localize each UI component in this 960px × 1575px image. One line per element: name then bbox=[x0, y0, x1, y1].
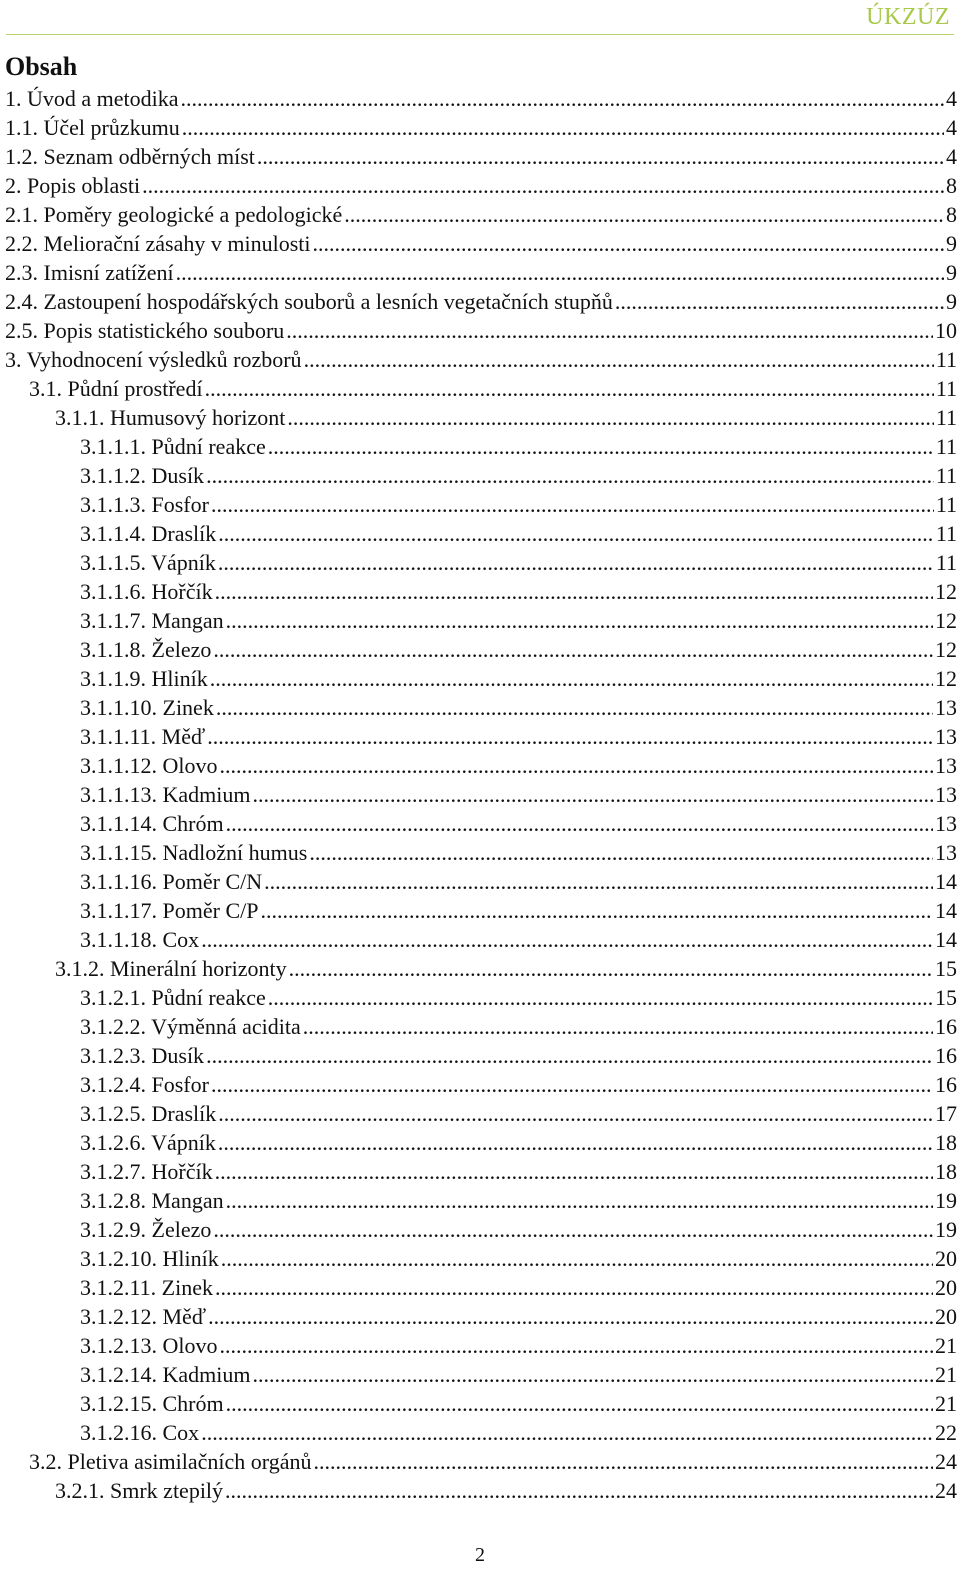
toc-entry-label: 3.1.2.12. Měď bbox=[80, 1304, 207, 1329]
toc-entry-page: 11 bbox=[935, 463, 957, 488]
toc-entry-label: 3.2. Pletiva asimilačních orgánů bbox=[29, 1449, 312, 1474]
table-of-contents bbox=[5, 84, 957, 1505]
toc-leader-dots bbox=[220, 1331, 934, 1360]
toc-entry-page: 24 bbox=[935, 1449, 957, 1474]
toc-entry[interactable] bbox=[5, 171, 957, 200]
toc-entry[interactable] bbox=[5, 1041, 957, 1070]
toc-entry[interactable] bbox=[5, 1012, 957, 1041]
toc-entry-page: 11 bbox=[935, 434, 957, 459]
toc-entry-label: 3.1.1.1. Půdní reakce bbox=[80, 434, 266, 459]
toc-leader-dots bbox=[218, 548, 934, 577]
toc-entry-label: 3.1.1.8. Železo bbox=[80, 637, 212, 662]
toc-leader-dots bbox=[268, 983, 933, 1012]
toc-entry-page: 9 bbox=[946, 260, 957, 285]
toc-entry-label: 2.5. Popis statistického souboru bbox=[5, 318, 285, 343]
toc-entry[interactable] bbox=[5, 867, 957, 896]
toc-entry-label: 3.1.1.16. Poměr C/N bbox=[80, 869, 263, 894]
toc-entry-label: 3.1.1.3. Fosfor bbox=[80, 492, 209, 517]
toc-leader-dots bbox=[253, 1360, 934, 1389]
toc-leader-dots bbox=[264, 867, 933, 896]
toc-entry-label: 3. Vyhodnocení výsledků rozborů bbox=[5, 347, 302, 372]
toc-entry-page: 11 bbox=[935, 550, 957, 575]
toc-leader-dots bbox=[226, 1389, 933, 1418]
toc-leader-dots bbox=[181, 84, 944, 113]
toc-leader-dots bbox=[210, 664, 933, 693]
toc-entry-page: 11 bbox=[935, 405, 957, 430]
toc-entry[interactable] bbox=[5, 1128, 957, 1157]
toc-entry-page: 4 bbox=[946, 144, 957, 169]
toc-entry[interactable] bbox=[5, 635, 957, 664]
toc-entry-page: 11 bbox=[935, 521, 957, 546]
toc-leader-dots bbox=[615, 287, 944, 316]
toc-leader-dots bbox=[257, 142, 944, 171]
toc-leader-dots bbox=[208, 1302, 933, 1331]
toc-entry-page: 20 bbox=[935, 1275, 957, 1300]
toc-entry[interactable] bbox=[5, 1215, 957, 1244]
toc-leader-dots bbox=[286, 316, 933, 345]
toc-leader-dots bbox=[260, 896, 933, 925]
toc-entry-label: 1.1. Účel průzkumu bbox=[5, 115, 180, 140]
toc-leader-dots bbox=[216, 693, 933, 722]
toc-entry[interactable] bbox=[5, 1186, 957, 1215]
toc-entry[interactable] bbox=[5, 722, 957, 751]
toc-entry-label: 3.1.2.2. Výměnná acidita bbox=[80, 1014, 301, 1039]
toc-entry-label: 3.1.2.15. Chróm bbox=[80, 1391, 224, 1416]
toc-entry[interactable] bbox=[5, 142, 957, 171]
toc-leader-dots bbox=[176, 258, 944, 287]
toc-entry[interactable] bbox=[5, 316, 957, 345]
toc-leader-dots bbox=[206, 461, 934, 490]
toc-leader-dots bbox=[253, 780, 934, 809]
header-rule bbox=[6, 34, 954, 35]
toc-entry-label: 3.1.2.11. Zinek bbox=[80, 1275, 213, 1300]
toc-leader-dots bbox=[287, 403, 933, 432]
toc-entry[interactable] bbox=[5, 693, 957, 722]
toc-entry-label: 2.3. Imisní zatížení bbox=[5, 260, 174, 285]
toc-entry[interactable] bbox=[5, 1360, 957, 1389]
toc-entry-page: 16 bbox=[935, 1072, 957, 1097]
toc-entry-label: 3.1.2.13. Olovo bbox=[80, 1333, 218, 1358]
toc-entry-label: 3.1. Půdní prostředí bbox=[29, 376, 203, 401]
toc-entry-label: 3.1.2.5. Draslík bbox=[80, 1101, 217, 1126]
toc-entry[interactable] bbox=[5, 954, 957, 983]
toc-leader-dots bbox=[226, 1186, 933, 1215]
toc-entry[interactable] bbox=[5, 896, 957, 925]
toc-leader-dots bbox=[220, 751, 934, 780]
toc-leader-dots bbox=[218, 519, 934, 548]
toc-leader-dots bbox=[205, 374, 934, 403]
toc-entry[interactable] bbox=[5, 374, 957, 403]
toc-entry-label: 3.1.1.11. Měď bbox=[80, 724, 206, 749]
toc-leader-dots bbox=[268, 432, 934, 461]
toc-entry-label: 3.1.1.10. Zinek bbox=[80, 695, 214, 720]
toc-entry[interactable] bbox=[5, 200, 957, 229]
toc-entry-page: 20 bbox=[935, 1246, 957, 1271]
toc-entry[interactable] bbox=[5, 258, 957, 287]
toc-entry-page: 21 bbox=[935, 1333, 957, 1358]
toc-entry[interactable] bbox=[5, 780, 957, 809]
toc-entry-label: 3.1.1.2. Dusík bbox=[80, 463, 205, 488]
toc-entry-page: 13 bbox=[935, 840, 957, 865]
toc-leader-dots bbox=[206, 1041, 933, 1070]
toc-entry-label: 2.1. Poměry geologické a pedologické bbox=[5, 202, 343, 227]
toc-entry-page: 13 bbox=[935, 695, 957, 720]
toc-entry-label: 3.1.1. Humusový horizont bbox=[55, 405, 286, 430]
toc-leader-dots bbox=[309, 838, 933, 867]
toc-entry[interactable] bbox=[5, 403, 957, 432]
toc-entry-label: 2.4. Zastoupení hospodářských souborů a lesních vegetačních stupňů bbox=[5, 289, 613, 314]
toc-leader-dots bbox=[215, 577, 933, 606]
toc-entry-page: 19 bbox=[935, 1217, 957, 1242]
toc-entry[interactable] bbox=[5, 432, 957, 461]
toc-entry-label: 3.1.2.10. Hliník bbox=[80, 1246, 219, 1271]
toc-entry-page: 17 bbox=[935, 1101, 957, 1126]
toc-entry-label: 3.1.2.7. Hořčík bbox=[80, 1159, 213, 1184]
toc-entry-label: 3.1.2.9. Železo bbox=[80, 1217, 212, 1242]
toc-entry-label: 3.1.2.8. Mangan bbox=[80, 1188, 224, 1213]
toc-entry-label: 3.1.1.7. Mangan bbox=[80, 608, 224, 633]
toc-entry-page: 20 bbox=[935, 1304, 957, 1329]
toc-leader-dots bbox=[207, 722, 933, 751]
toc-entry[interactable] bbox=[5, 1302, 957, 1331]
toc-entry[interactable] bbox=[5, 1418, 957, 1447]
toc-entry[interactable] bbox=[5, 838, 957, 867]
toc-entry-page: 9 bbox=[946, 231, 957, 256]
toc-entry-page: 14 bbox=[935, 898, 957, 923]
toc-entry[interactable] bbox=[5, 113, 957, 142]
toc-entry[interactable] bbox=[5, 606, 957, 635]
toc-entry-page: 13 bbox=[935, 724, 957, 749]
toc-entry-label: 3.1.1.5. Vápník bbox=[80, 550, 216, 575]
toc-entry[interactable] bbox=[5, 664, 957, 693]
toc-entry-label: 3.1.1.14. Chróm bbox=[80, 811, 224, 836]
toc-entry-label: 3.1.2.16. Cox bbox=[80, 1420, 200, 1445]
toc-entry[interactable] bbox=[5, 1447, 957, 1476]
toc-entry-label: 1.2. Seznam odběrných míst bbox=[5, 144, 255, 169]
toc-entry-page: 12 bbox=[935, 637, 957, 662]
toc-entry-label: 3.1.2.4. Fosfor bbox=[80, 1072, 209, 1097]
toc-entry-page: 15 bbox=[935, 956, 957, 981]
toc-entry[interactable] bbox=[5, 983, 957, 1012]
toc-entry-page: 21 bbox=[935, 1362, 957, 1387]
toc-entry-page: 8 bbox=[946, 173, 957, 198]
toc-entry-page: 18 bbox=[935, 1159, 957, 1184]
toc-entry-page: 22 bbox=[935, 1420, 957, 1445]
toc-entry-label: 3.1.2.6. Vápník bbox=[80, 1130, 216, 1155]
toc-leader-dots bbox=[225, 1476, 933, 1505]
toc-entry[interactable] bbox=[5, 519, 957, 548]
toc-entry-label: 3.1.2.3. Dusík bbox=[80, 1043, 205, 1068]
toc-entry[interactable] bbox=[5, 548, 957, 577]
toc-entry[interactable] bbox=[5, 1331, 957, 1360]
toc-leader-dots bbox=[304, 345, 934, 374]
toc-leader-dots bbox=[201, 1418, 933, 1447]
toc-entry[interactable] bbox=[5, 1157, 957, 1186]
toc-entry-page: 14 bbox=[935, 927, 957, 952]
toc-leader-dots bbox=[213, 635, 933, 664]
toc-entry[interactable] bbox=[5, 577, 957, 606]
toc-entry-page: 13 bbox=[935, 753, 957, 778]
toc-entry-page: 9 bbox=[946, 289, 957, 314]
toc-entry-page: 4 bbox=[946, 86, 957, 111]
toc-entry[interactable] bbox=[5, 490, 957, 519]
toc-entry-page: 10 bbox=[935, 318, 957, 343]
toc-entry[interactable] bbox=[5, 287, 957, 316]
toc-entry-label: 3.1.2. Minerální horizonty bbox=[55, 956, 287, 981]
toc-entry-page: 18 bbox=[935, 1130, 957, 1155]
toc-entry[interactable] bbox=[5, 925, 957, 954]
toc-leader-dots bbox=[182, 113, 944, 142]
toc-leader-dots bbox=[211, 1070, 933, 1099]
page-number: 2 bbox=[475, 1544, 485, 1566]
toc-entry-label: 3.1.2.1. Půdní reakce bbox=[80, 985, 266, 1010]
toc-entry-page: 11 bbox=[935, 347, 957, 372]
toc-entry-page: 8 bbox=[946, 202, 957, 227]
toc-entry-label: 3.1.1.18. Cox bbox=[80, 927, 200, 952]
toc-leader-dots bbox=[201, 925, 933, 954]
toc-entry-page: 15 bbox=[935, 985, 957, 1010]
toc-entry-page: 24 bbox=[935, 1478, 957, 1503]
toc-entry[interactable] bbox=[5, 809, 957, 838]
toc-leader-dots bbox=[344, 200, 944, 229]
toc-leader-dots bbox=[313, 229, 945, 258]
toc-leader-dots bbox=[221, 1244, 933, 1273]
toc-leader-dots bbox=[142, 171, 944, 200]
toc-entry-page: 12 bbox=[935, 666, 957, 691]
toc-leader-dots bbox=[211, 490, 934, 519]
toc-entry-page: 16 bbox=[935, 1043, 957, 1068]
toc-leader-dots bbox=[303, 1012, 933, 1041]
toc-entry[interactable] bbox=[5, 1099, 957, 1128]
toc-entry-label: 3.1.1.15. Nadložní humus bbox=[80, 840, 308, 865]
toc-entry-page: 16 bbox=[935, 1014, 957, 1039]
toc-entry[interactable] bbox=[5, 229, 957, 258]
toc-entry[interactable] bbox=[5, 1389, 957, 1418]
toc-entry-label: 3.2.1. Smrk ztepilý bbox=[55, 1478, 224, 1503]
page-title: Obsah bbox=[5, 52, 78, 81]
toc-entry-page: 12 bbox=[935, 608, 957, 633]
toc-entry-page: 11 bbox=[935, 492, 957, 517]
toc-leader-dots bbox=[218, 1128, 933, 1157]
toc-entry-label: 1. Úvod a metodika bbox=[5, 86, 179, 111]
toc-entry-page: 21 bbox=[935, 1391, 957, 1416]
toc-entry-page: 13 bbox=[935, 811, 957, 836]
toc-leader-dots bbox=[213, 1215, 933, 1244]
toc-entry-label: 3.1.1.6. Hořčík bbox=[80, 579, 213, 604]
toc-entry-label: 3.1.1.9. Hliník bbox=[80, 666, 208, 691]
toc-entry[interactable] bbox=[5, 1273, 957, 1302]
toc-entry-label: 3.1.1.4. Draslík bbox=[80, 521, 217, 546]
toc-leader-dots bbox=[226, 606, 933, 635]
toc-entry[interactable] bbox=[5, 461, 957, 490]
toc-entry-label: 3.1.2.14. Kadmium bbox=[80, 1362, 251, 1387]
toc-leader-dots bbox=[289, 954, 933, 983]
toc-entry-page: 14 bbox=[935, 869, 957, 894]
toc-entry-label: 3.1.1.12. Olovo bbox=[80, 753, 218, 778]
toc-entry-label: 2. Popis oblasti bbox=[5, 173, 141, 198]
toc-entry[interactable] bbox=[5, 1476, 957, 1505]
toc-entry-page: 19 bbox=[935, 1188, 957, 1213]
header-watermark: ÚKZÚZ bbox=[866, 4, 950, 30]
toc-entry-label: 3.1.1.13. Kadmium bbox=[80, 782, 251, 807]
toc-leader-dots bbox=[215, 1273, 933, 1302]
toc-entry-page: 4 bbox=[946, 115, 957, 140]
toc-entry[interactable] bbox=[5, 84, 957, 113]
toc-entry[interactable] bbox=[5, 1244, 957, 1273]
toc-entry[interactable] bbox=[5, 751, 957, 780]
toc-entry[interactable] bbox=[5, 1070, 957, 1099]
toc-entry-page: 11 bbox=[935, 376, 957, 401]
toc-entry-label: 3.1.1.17. Poměr C/P bbox=[80, 898, 259, 923]
toc-entry-page: 12 bbox=[935, 579, 957, 604]
toc-leader-dots bbox=[313, 1447, 933, 1476]
toc-entry-label: 2.2. Meliorační zásahy v minulosti bbox=[5, 231, 311, 256]
toc-leader-dots bbox=[218, 1099, 933, 1128]
toc-entry-page: 13 bbox=[935, 782, 957, 807]
toc-leader-dots bbox=[215, 1157, 933, 1186]
toc-entry[interactable] bbox=[5, 345, 957, 374]
toc-leader-dots bbox=[226, 809, 933, 838]
